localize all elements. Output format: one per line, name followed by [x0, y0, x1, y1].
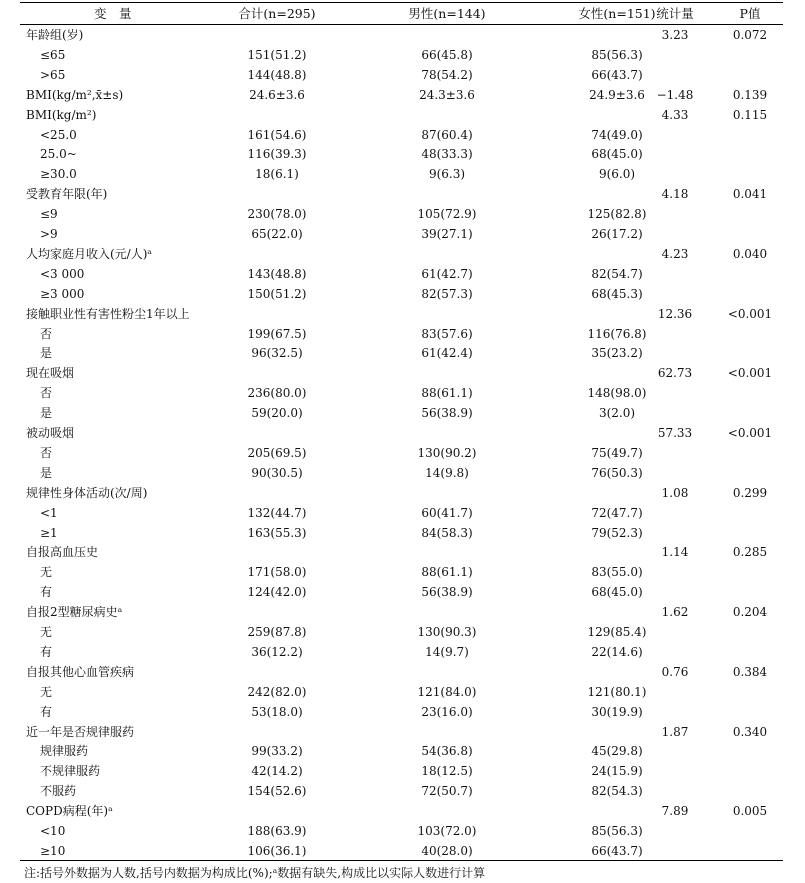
row-variable-label: 有 — [40, 644, 53, 659]
row-p-value — [715, 65, 785, 85]
row-p-value: <0.001 — [727, 366, 773, 381]
row-p-value — [715, 821, 785, 841]
row-female-value: 125(82.8) — [587, 207, 647, 222]
row-total-value: 42(14.2) — [251, 764, 303, 779]
row-statistic-value — [640, 45, 710, 65]
row-male-value: 87(60.4) — [421, 127, 473, 142]
table-row — [20, 164, 783, 184]
row-p-value — [715, 702, 785, 722]
row-p-value — [715, 403, 785, 423]
table-row — [20, 343, 783, 363]
table-row — [20, 383, 783, 403]
row-statistic-value: 1.14 — [661, 545, 689, 560]
row-total-value — [212, 105, 342, 125]
row-female-value: 74(49.0) — [591, 127, 643, 142]
row-p-value — [715, 324, 785, 344]
table-row — [20, 483, 783, 503]
row-variable-label: 自报高血压史 — [26, 545, 99, 560]
table-row — [20, 204, 783, 224]
table-row — [20, 125, 783, 145]
row-statistic-value — [640, 503, 710, 523]
row-total-value: 151(51.2) — [247, 47, 307, 62]
table-row — [20, 781, 783, 801]
row-female-value: 26(17.2) — [591, 227, 643, 241]
row-p-value — [715, 224, 785, 244]
header-female: 女性(n=151) — [578, 6, 656, 21]
row-statistic-value — [640, 682, 710, 702]
row-female-value: 148(98.0) — [587, 386, 647, 401]
row-statistic-value: 12.36 — [657, 306, 693, 321]
row-female-value: 66(43.7) — [591, 843, 643, 858]
row-total-value — [212, 304, 342, 324]
row-variable-label: ≥3 000 — [40, 286, 85, 301]
table-row — [20, 702, 783, 722]
row-male-value: 60(41.7) — [421, 505, 473, 520]
row-total-value — [212, 244, 342, 264]
row-variable-label: 无 — [40, 565, 53, 580]
table-row — [20, 662, 783, 682]
row-variable-label: 是 — [40, 465, 53, 480]
table-row — [20, 105, 783, 125]
table-row — [20, 184, 783, 204]
row-statistic-value — [640, 125, 710, 145]
row-variable-label: <1 — [40, 505, 58, 520]
row-male-value: 130(90.3) — [417, 625, 477, 639]
row-total-value: 171(58.0) — [247, 565, 307, 580]
row-variable-label: 无 — [40, 684, 53, 699]
row-variable-label: <10 — [40, 824, 66, 838]
row-p-value: 0.285 — [732, 545, 768, 560]
table-row — [20, 463, 783, 483]
table-row — [20, 523, 783, 543]
row-total-value: 96(32.5) — [251, 346, 303, 361]
row-statistic-value — [640, 204, 710, 224]
row-variable-label: 不服药 — [40, 784, 77, 799]
row-statistic-value: 1.87 — [661, 724, 689, 739]
row-total-value: 205(69.5) — [247, 445, 307, 460]
header-male: 男性(n=144) — [408, 6, 486, 21]
row-total-value: 199(67.5) — [247, 326, 307, 341]
table-row — [20, 85, 783, 105]
row-total-value: 188(63.9) — [247, 824, 307, 838]
row-total-value: 132(44.7) — [247, 505, 307, 520]
row-male-value: 14(9.7) — [425, 644, 469, 659]
row-male-value — [382, 483, 512, 503]
row-total-value — [212, 801, 342, 821]
row-total-value: 242(82.0) — [247, 684, 307, 699]
table-row — [20, 562, 783, 582]
row-p-value — [715, 503, 785, 523]
row-total-value — [212, 423, 342, 443]
row-statistic-value: 57.33 — [657, 426, 693, 440]
row-statistic-value — [640, 383, 710, 403]
table-row — [20, 224, 783, 244]
row-male-value: 82(57.3) — [421, 286, 473, 301]
row-male-value — [382, 304, 512, 324]
row-male-value: 72(50.7) — [421, 784, 473, 799]
table-row — [20, 622, 783, 642]
row-statistic-value: 4.23 — [661, 246, 689, 261]
row-female-value: 45(29.8) — [591, 744, 643, 759]
row-male-value: 54(36.8) — [421, 744, 473, 759]
row-statistic-value — [640, 164, 710, 184]
table-row — [20, 284, 783, 304]
row-p-value — [715, 463, 785, 483]
row-total-value: 65(22.0) — [251, 227, 303, 241]
row-total-value — [212, 602, 342, 622]
row-variable-label: 规律性身体活动(次/周) — [26, 485, 148, 500]
table-header-row — [20, 4, 783, 24]
table-row — [20, 821, 783, 841]
row-male-value: 103(72.0) — [417, 824, 477, 838]
row-p-value: 0.340 — [732, 724, 768, 739]
row-female-value: 85(56.3) — [591, 47, 643, 62]
row-variable-label: COPD病程(年)ᵃ — [26, 804, 113, 819]
row-total-value: 59(20.0) — [251, 406, 303, 421]
row-total-value: 99(33.2) — [251, 744, 303, 759]
row-male-value: 130(90.2) — [417, 445, 477, 460]
row-total-value: 144(48.8) — [247, 67, 307, 82]
row-male-value: 39(27.1) — [421, 227, 473, 241]
table-row — [20, 542, 783, 562]
row-male-value: 9(6.3) — [428, 167, 466, 182]
row-male-value: 61(42.4) — [421, 346, 473, 361]
row-female-value: 30(19.9) — [591, 704, 643, 719]
row-male-value: 88(61.1) — [421, 386, 473, 401]
row-variable-label: 人均家庭月收入(元/人)ᵃ — [26, 246, 153, 261]
row-statistic-value — [640, 144, 710, 164]
row-male-value: 84(58.3) — [421, 525, 473, 540]
row-total-value — [212, 184, 342, 204]
row-statistic-value: 62.73 — [657, 366, 693, 381]
table-row — [20, 65, 783, 85]
row-female-value: 24.9±3.6 — [589, 87, 645, 102]
row-p-value — [715, 144, 785, 164]
row-male-value: 14(9.8) — [425, 465, 469, 480]
row-statistic-value: 7.89 — [661, 804, 689, 819]
row-total-value — [212, 483, 342, 503]
row-statistic-value — [640, 523, 710, 543]
row-male-value — [382, 244, 512, 264]
row-variable-label: 规律服药 — [40, 744, 89, 759]
row-p-value — [715, 523, 785, 543]
row-p-value: 0.115 — [732, 107, 768, 122]
row-female-value: 68(45.3) — [591, 286, 643, 301]
row-p-value: 0.072 — [732, 28, 768, 42]
row-male-value: 23(16.0) — [421, 704, 473, 719]
row-statistic-value — [640, 642, 710, 662]
row-variable-label: 无 — [40, 625, 53, 639]
row-male-value — [382, 602, 512, 622]
row-female-value: 76(50.3) — [591, 465, 643, 480]
row-female-value: 68(45.0) — [591, 147, 643, 162]
table-row — [20, 324, 783, 344]
row-statistic-value — [640, 582, 710, 602]
row-statistic-value — [640, 562, 710, 582]
row-male-value: 83(57.6) — [421, 326, 473, 341]
row-male-value — [382, 542, 512, 562]
row-variable-label: 否 — [40, 386, 53, 401]
row-statistic-value — [640, 761, 710, 781]
row-female-value: 68(45.0) — [591, 585, 643, 600]
table-row — [20, 722, 783, 742]
row-statistic-value — [640, 65, 710, 85]
row-female-value: 35(23.2) — [591, 346, 643, 361]
table-row — [20, 144, 783, 164]
row-variable-label: ≤9 — [40, 207, 58, 222]
row-female-value: 66(43.7) — [591, 67, 643, 82]
row-variable-label: 近一年是否规律服药 — [26, 724, 135, 739]
table-row — [20, 244, 783, 264]
row-female-value: 116(76.8) — [587, 326, 647, 341]
row-total-value — [212, 542, 342, 562]
row-statistic-value — [640, 781, 710, 801]
row-p-value — [715, 343, 785, 363]
row-statistic-value — [640, 463, 710, 483]
row-male-value — [382, 184, 512, 204]
row-statistic-value — [640, 224, 710, 244]
row-total-value: 163(55.3) — [247, 525, 307, 540]
row-total-value — [212, 662, 342, 682]
row-variable-label: 否 — [40, 445, 53, 460]
row-male-value: 66(45.8) — [421, 47, 473, 62]
row-total-value: 36(12.2) — [251, 644, 303, 659]
table-top-rule — [20, 2, 783, 3]
row-female-value: 9(6.0) — [598, 167, 636, 182]
row-variable-label: BMI(kg/m²) — [26, 107, 97, 122]
header-statistic: 统计量 — [656, 6, 694, 21]
table-row — [20, 761, 783, 781]
table-row — [20, 582, 783, 602]
row-variable-label: ≥10 — [40, 843, 66, 858]
row-statistic-value — [640, 702, 710, 722]
row-p-value — [715, 562, 785, 582]
row-male-value: 56(38.9) — [421, 585, 473, 600]
row-total-value: 90(30.5) — [251, 465, 303, 480]
row-variable-label: ≤65 — [40, 47, 66, 62]
row-p-value: 0.041 — [732, 187, 768, 202]
row-male-value — [382, 662, 512, 682]
table-row — [20, 642, 783, 662]
row-male-value — [382, 801, 512, 821]
row-p-value — [715, 125, 785, 145]
row-variable-label: 否 — [40, 326, 53, 341]
row-p-value — [715, 622, 785, 642]
row-p-value: 0.005 — [732, 804, 768, 819]
row-total-value: 106(36.1) — [247, 843, 307, 858]
row-p-value: <0.001 — [727, 426, 773, 440]
row-variable-label: 现在吸烟 — [26, 366, 75, 381]
row-variable-label: 不规律服药 — [40, 764, 101, 779]
row-male-value: 78(54.2) — [421, 67, 473, 82]
row-statistic-value — [640, 284, 710, 304]
table-row — [20, 801, 783, 821]
header-total: 合计(n=295) — [238, 6, 316, 21]
row-male-value: 88(61.1) — [421, 565, 473, 580]
row-p-value — [715, 264, 785, 284]
row-total-value: 161(54.6) — [247, 127, 307, 142]
table-row — [20, 443, 783, 463]
header-variable: 变 量 — [94, 6, 132, 21]
row-male-value: 105(72.9) — [417, 207, 477, 222]
row-female-value: 22(14.6) — [591, 644, 643, 659]
row-male-value — [382, 25, 512, 45]
table-row — [20, 264, 783, 284]
table-row — [20, 741, 783, 761]
row-variable-label: 接触职业性有害性粉尘1年以上 — [26, 306, 190, 321]
row-variable-label: 有 — [40, 585, 53, 600]
row-p-value — [715, 781, 785, 801]
row-p-value: 0.299 — [732, 485, 768, 500]
row-variable-label: 有 — [40, 704, 53, 719]
row-total-value: 154(52.6) — [247, 784, 307, 799]
row-total-value: 124(42.0) — [247, 585, 307, 600]
row-total-value: 53(18.0) — [251, 704, 303, 719]
row-female-value: 85(56.3) — [591, 824, 643, 838]
row-female-value: 121(80.1) — [587, 684, 647, 699]
row-variable-label: ≥1 — [40, 525, 58, 540]
row-total-value — [212, 722, 342, 742]
row-male-value: 18(12.5) — [421, 764, 473, 779]
row-statistic-value: 1.62 — [661, 605, 689, 620]
row-variable-label: 自报2型糖尿病史ᵃ — [26, 605, 123, 620]
row-female-value: 3(2.0) — [598, 406, 636, 421]
row-statistic-value — [640, 841, 710, 861]
table-row — [20, 403, 783, 423]
row-total-value: 230(78.0) — [247, 207, 307, 222]
row-p-value: 0.139 — [732, 87, 768, 102]
table-row — [20, 423, 783, 443]
row-variable-label: BMI(kg/m²,x̄±s) — [26, 87, 124, 102]
row-p-value — [715, 443, 785, 463]
row-male-value — [382, 105, 512, 125]
row-statistic-value — [640, 343, 710, 363]
row-variable-label: >65 — [40, 67, 66, 82]
header-p-value: P值 — [739, 6, 761, 21]
row-male-value: 61(42.7) — [421, 266, 473, 281]
row-statistic-value: 3.23 — [661, 28, 689, 42]
row-female-value: 82(54.7) — [591, 266, 643, 281]
table-row — [20, 25, 783, 45]
row-variable-label: 年龄组(岁) — [26, 28, 84, 42]
row-variable-label: 受教育年限(年) — [26, 187, 108, 202]
table-row — [20, 602, 783, 622]
row-p-value: 0.204 — [732, 605, 768, 620]
row-variable-label: ≥30.0 — [40, 167, 77, 182]
row-p-value — [715, 841, 785, 861]
row-female-value: 72(47.7) — [591, 505, 643, 520]
row-male-value: 48(33.3) — [421, 147, 473, 162]
row-male-value — [382, 722, 512, 742]
row-female-value: 83(55.0) — [591, 565, 643, 580]
row-female-value: 75(49.7) — [591, 445, 643, 460]
row-p-value: 0.384 — [732, 664, 768, 679]
row-statistic-value: 1.08 — [661, 485, 689, 500]
row-p-value — [715, 204, 785, 224]
row-statistic-value — [640, 403, 710, 423]
table-footnote: 注:括号外数据为人数,括号内数据为构成比(%);ᵃ数据有缺失,构成比以实际人数进行计算 — [24, 866, 486, 880]
row-variable-label: 25.0~ — [40, 147, 77, 162]
row-total-value: 150(51.2) — [247, 286, 307, 301]
table-row — [20, 363, 783, 383]
row-total-value: 143(48.8) — [247, 266, 307, 281]
row-total-value — [212, 25, 342, 45]
row-variable-label: 被动吸烟 — [26, 426, 75, 440]
row-male-value: 56(38.9) — [421, 406, 473, 421]
row-variable-label: 是 — [40, 346, 53, 361]
row-p-value — [715, 164, 785, 184]
row-statistic-value: 4.18 — [661, 187, 689, 202]
row-male-value: 121(84.0) — [417, 684, 477, 699]
table-row — [20, 682, 783, 702]
row-variable-label: >9 — [40, 227, 58, 241]
row-p-value: <0.001 — [727, 306, 773, 321]
row-total-value: 236(80.0) — [247, 386, 307, 401]
table-bottom-rule — [20, 860, 783, 861]
row-total-value — [212, 363, 342, 383]
row-variable-label: 自报其他心血管疾病 — [26, 664, 135, 679]
row-p-value — [715, 284, 785, 304]
row-male-value: 24.3±3.6 — [419, 87, 475, 102]
row-total-value: 18(6.1) — [255, 167, 299, 182]
row-p-value — [715, 741, 785, 761]
row-female-value: 24(15.9) — [591, 764, 643, 779]
table-row — [20, 45, 783, 65]
row-statistic-value — [640, 622, 710, 642]
row-statistic-value: 0.76 — [661, 664, 689, 679]
row-p-value — [715, 642, 785, 662]
row-female-value: 129(85.4) — [587, 625, 647, 639]
row-p-value — [715, 383, 785, 403]
row-statistic-value: 4.33 — [661, 107, 689, 122]
row-female-value: 79(52.3) — [591, 525, 643, 540]
row-male-value: 40(28.0) — [421, 843, 473, 858]
row-statistic-value — [640, 264, 710, 284]
table-row — [20, 503, 783, 523]
row-total-value: 259(87.8) — [247, 625, 307, 639]
row-variable-label: 是 — [40, 406, 53, 421]
row-statistic-value — [640, 443, 710, 463]
row-statistic-value — [640, 324, 710, 344]
table-row — [20, 304, 783, 324]
row-total-value: 24.6±3.6 — [249, 87, 305, 102]
row-female-value: 82(54.3) — [591, 784, 643, 799]
row-p-value — [715, 582, 785, 602]
row-statistic-value — [640, 821, 710, 841]
row-p-value — [715, 761, 785, 781]
row-statistic-value: −1.48 — [656, 87, 694, 102]
row-statistic-value — [640, 741, 710, 761]
row-p-value — [715, 682, 785, 702]
row-male-value — [382, 363, 512, 383]
row-variable-label: <3 000 — [40, 266, 85, 281]
row-p-value — [715, 45, 785, 65]
row-male-value — [382, 423, 512, 443]
row-total-value: 116(39.3) — [247, 147, 307, 162]
table-row — [20, 841, 783, 861]
row-p-value: 0.040 — [732, 246, 768, 261]
row-variable-label: <25.0 — [40, 127, 77, 142]
